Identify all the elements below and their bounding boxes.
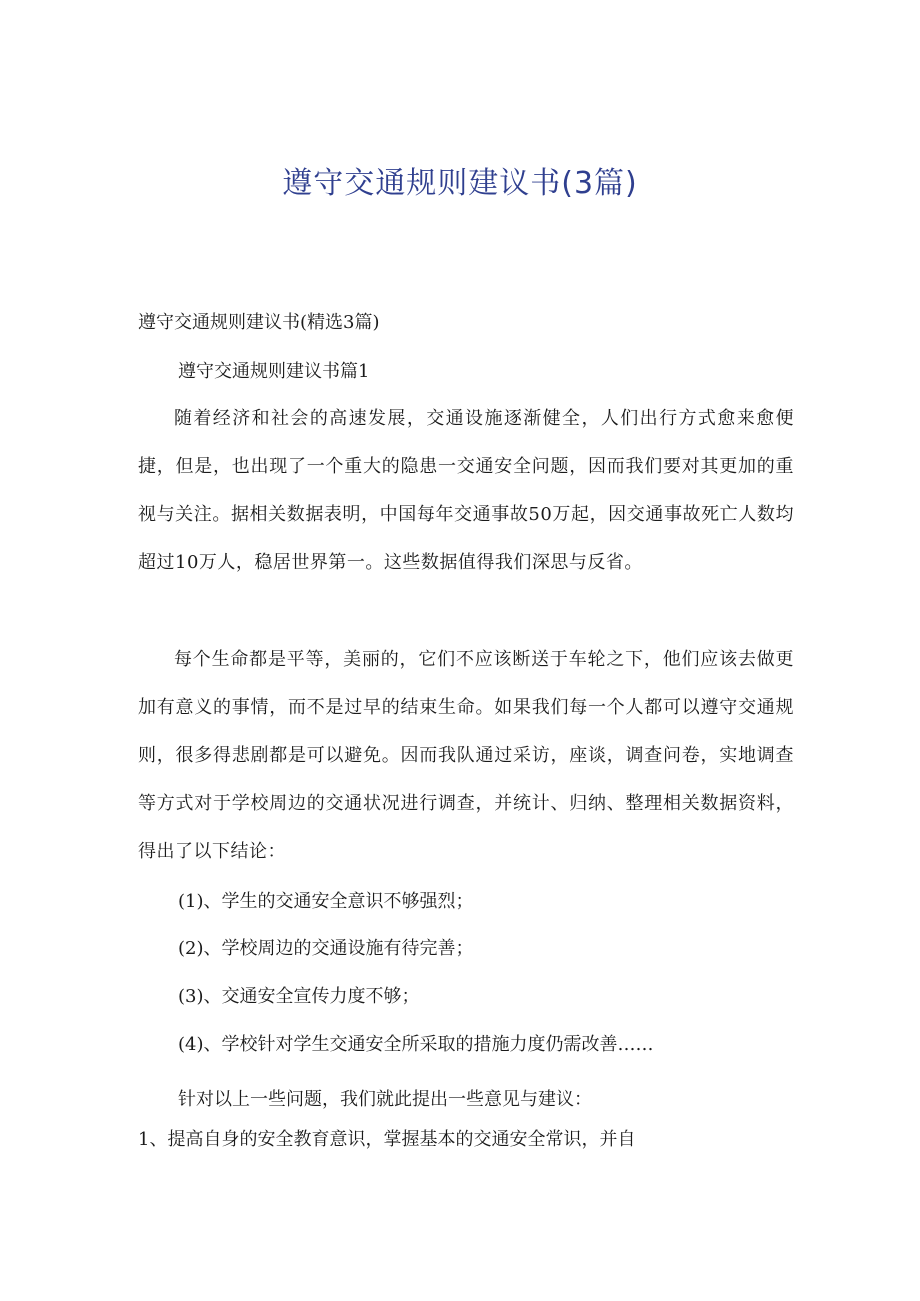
paragraph-1: 随着经济和社会的高速发展，交通设施逐渐健全，人们出行方式愈来愈便捷，但是，也出现了一个重大的隐患一交通安全问题，因而我们要对其更加的重视与关注。据相关数据表明，中国每年交通事故50万起，因交通事故死亡人数均超过10万人，稳居世界第一。这些数据值得我们深思与反省。 (138, 408, 794, 573)
conclusion-item-2: (2)、学校周边的交通设施有待完善； (178, 938, 474, 959)
conclusion-item-1: (1)、学生的交通安全意识不够强烈； (178, 891, 474, 912)
conclusion-item-3: (3)、交通安全宣传力度不够； (178, 986, 420, 1007)
document-title: 遵守交通规则建议书(3篇) (282, 166, 638, 201)
conclusion-item-4: (4)、学校针对学生交通安全所采取的措施力度仍需改善…… (178, 1034, 654, 1055)
paragraph-2: 每个生命都是平等，美丽的，它们不应该断送于车轮之下，他们应该去做更加有意义的事情，而不是过早的结束生命。如果我们每一个人都可以遵守交通规则，很多得悲剧都是可以避免。因而我队通过采访，座谈，调查问卷，实地调查等方式对于学校周边的交通状况进行调查，并统计、归纳、整理相关数据资料，得出了以下结论： (138, 649, 794, 862)
section-heading: 遵守交通规则建议书篇1 (178, 361, 370, 382)
document-subtitle: 遵守交通规则建议书(精选3篇) (138, 312, 380, 333)
suggestion-item-1: 1、提高自身的安全教育意识，掌握基本的交通安全常识，并自 (138, 1129, 636, 1150)
suggestion-intro: 针对以上一些问题，我们就此提出一些意见与建议： (178, 1089, 592, 1110)
